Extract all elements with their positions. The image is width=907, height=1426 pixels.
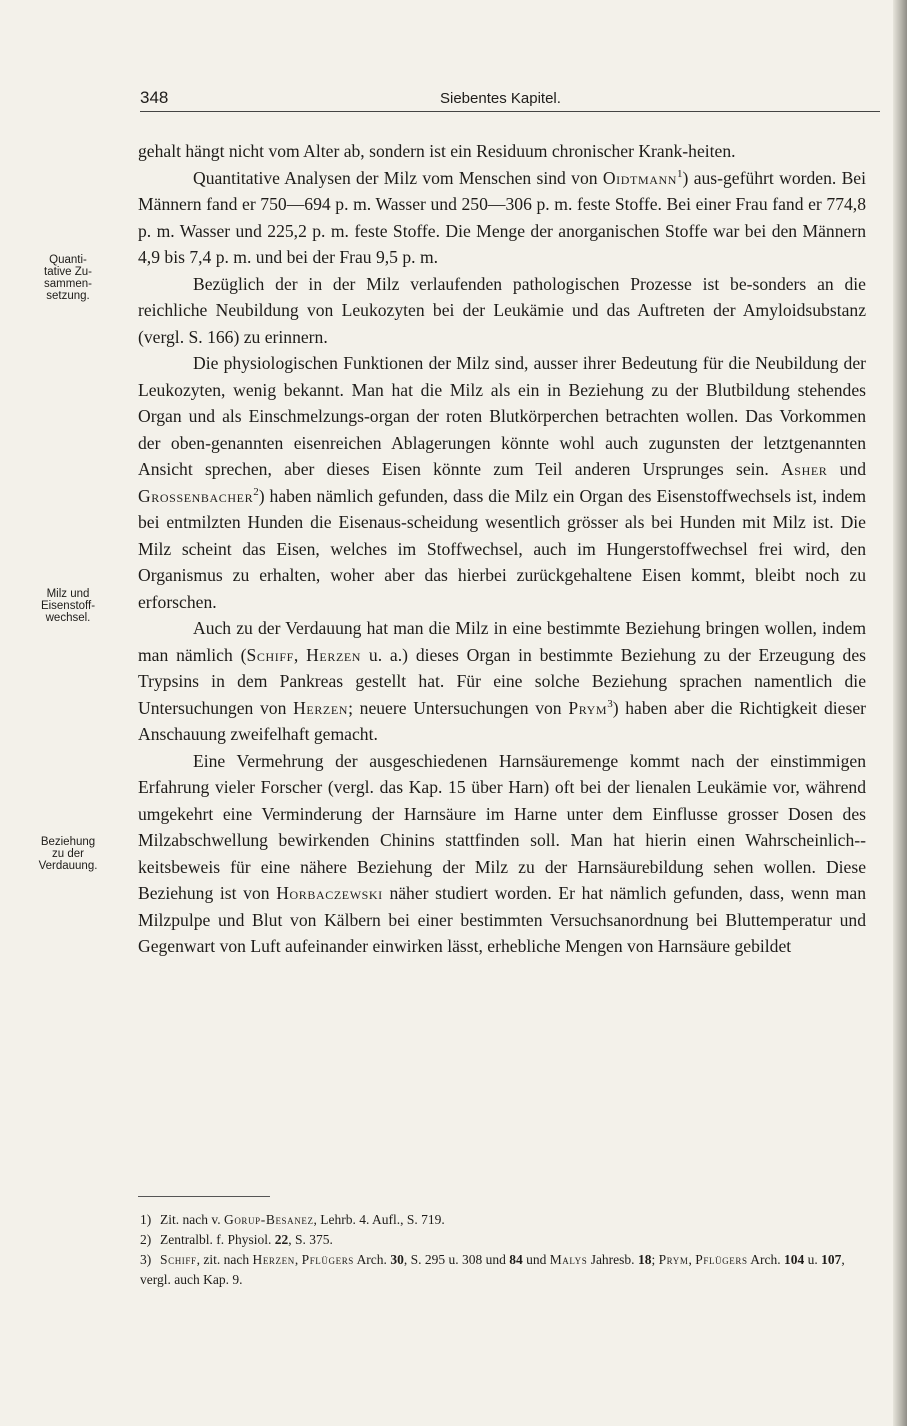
volume-number: 104 — [783, 1252, 805, 1267]
text-run: Die physiologischen Funktionen der Milz sind, ausser ihrer Bedeutung für die Neubildung der Leukozyten, wenig bekannt. Man hat die Milz als ein in Beziehung zu der Blutbildung stehendes Organ und als Einschmelzungs-organ der roten Blutkörperchen betrachten wollen. Das Vorkommen der oben-genannten eisenreichen Ablagerungen könnte wohl auch zugunsten der letztgenannten Ansicht sprechen, aber dieses Eisen könnte zum Teil anderen Ursprunges sein. — [138, 353, 866, 479]
text-run: , zit. nach — [196, 1252, 250, 1267]
volume-number: 30 — [390, 1252, 404, 1267]
text-run: , S. 375. — [288, 1232, 333, 1247]
author-name: Horbaczewski — [276, 883, 383, 903]
paragraph-4 — [138, 350, 866, 615]
author-name: Pflügers — [301, 1252, 354, 1267]
text-run: Jahresb. — [590, 1252, 635, 1267]
page-edge — [893, 0, 907, 1426]
footnote-ref[interactable]: 1 — [677, 167, 683, 180]
volume-number: 107 — [821, 1252, 842, 1267]
text-run: Arch. — [356, 1252, 387, 1267]
margin-note-line: Beziehung — [40, 836, 96, 848]
margin-note-line: wechsel. — [45, 612, 91, 624]
text-run: Zentralbl. f. Physiol. — [160, 1232, 272, 1247]
text-run: , S. 295 u. 308 und — [403, 1252, 506, 1267]
author-name: Pflügers — [695, 1252, 748, 1267]
footnote-2 — [138, 1230, 866, 1250]
paragraph-3: Bezüglich der in der Milz verlaufenden pathologischen Prozesse ist be-sonders an die reichliche Neubildung von Leukozyten bei der Leukämie und das Auftreten der Amyloidsubstanz (vergl. S. 166) zu erinnern. — [138, 273, 866, 347]
footnote-number: 2) — [140, 1232, 152, 1247]
paragraph-2 — [138, 165, 866, 271]
author-name: Gorup-Besanez — [223, 1212, 314, 1227]
text-run: , Lehrb. 4. Aufl., S. 719. — [313, 1212, 445, 1227]
text-run: näher studiert worden. Er hat nämlich gefunden, dass, wenn man Milzpulpe und Blut von Kälbern bei einer bestimmten Versuchsanordnung bei Bluttemperatur und Gegenwart von Luft aufeinander einwirken lässt, erhebliche Mengen von Harnsäure gebildet — [138, 883, 866, 956]
margin-note-quantitative — [2, 254, 134, 302]
margin-note-eisenstoffwechsel — [2, 588, 134, 624]
author-name: Herzen — [306, 644, 362, 665]
margin-note-verdauung — [2, 836, 134, 872]
text-run: und — [839, 459, 866, 479]
page-number: 348 — [140, 88, 169, 107]
text-run: Quantitative Analysen der Milz vom Menschen sind von — [193, 167, 598, 188]
author-name: Prym — [658, 1252, 689, 1267]
text-run: ) haben nämlich gefunden, dass die Milz ein Organ des Eisenstoffwechsels ist, indem bei entmilzten Hunden die Eisenaus-scheidung wesentlich grösser als bei Hunden mit Milz ist. Die Milz scheint das Eisen, welches im Stoffwechsel, auch im Hungerstoffwechsel frei wird, den Organismus zu erhalten, woher aber das hierbei zurückgehaltene Eisen kommt, bleibt noch zu erforschen. — [138, 485, 866, 612]
paragraph-5 — [138, 615, 866, 748]
author-name: Malys — [549, 1252, 588, 1267]
text-run: , — [294, 1252, 299, 1267]
header-rule — [140, 111, 880, 112]
text-run: ; — [651, 1252, 656, 1267]
margin-note-line: setzung. — [46, 290, 90, 302]
text-run: , vergl. auch Kap. 9. — [140, 1252, 845, 1287]
paragraph-6 — [138, 748, 866, 960]
author-name: Schiff — [160, 1252, 197, 1267]
text-run: ; neuere Untersuchungen von — [348, 697, 562, 718]
text-run: , — [293, 644, 299, 665]
text-run: Zit. nach v. — [160, 1212, 221, 1227]
text-run: , — [688, 1252, 692, 1267]
author-name: Oidtmann — [602, 167, 678, 188]
footnote-3 — [138, 1250, 866, 1290]
author-name: Herzen — [252, 1252, 295, 1267]
margin-note-line: tative Zu- — [44, 266, 92, 278]
text-run: Auch zu der Verdauung hat man die Milz in eine bestimmte Beziehung bringen wollen, indem man nämlich ( — [138, 618, 866, 665]
text-run: Eine Vermehrung der ausgeschiedenen Harnsäuremenge kommt nach der einstimmigen Erfahrung vieler Forscher (vergl. das Kap. 15 über Harn) oft bei der lienalen Leukämie vor, während umgekehrt eine Verminderung der Harnsäure im Harne unter dem Einflusse grosser Dosen des Milzabschwellung bewirkenden Chinins stattfinden soll. Man hat hierin einen Wahrscheinlich-keitsbeweis für eine nähere Beziehung der Milz zu der Harnsäurebildung sehen wollen. Diese Beziehung ist von — [138, 750, 866, 903]
margin-note-line: Quanti- — [49, 254, 87, 266]
footnote-rule — [138, 1196, 270, 1197]
footnotes — [138, 1210, 866, 1290]
footnote-ref[interactable]: 2 — [253, 485, 259, 498]
text-run: u. a.) dieses Organ in bestimmte Beziehung zu der Erzeugung des Trypsins in dem Pankreas gestellt hat. Für eine solche Beziehung sprachen namentlich die Untersuchungen von — [138, 644, 866, 718]
volume-number: 18 — [637, 1252, 652, 1267]
margin-note-line: Eisenstoff- — [40, 600, 96, 612]
author-name: Prym — [568, 697, 608, 718]
margin-note-line: Milz und — [46, 588, 90, 600]
footnote-1 — [138, 1210, 866, 1230]
volume-number: 84 — [509, 1252, 523, 1267]
text-run: ) aus-geführt worden. Bei Männern fand er 750—694 p. m. Wasser und 250—306 p. m. feste Stoffe. Bei einer Frau fand er 774,8 p. m. Wasser und 225,2 p. m. feste Stoffe. Die Menge der anorganischen Stoffe war bei den Männern 4,9 bis 7,4 p. m. und bei der Frau 9,5 p. m. — [138, 167, 867, 267]
margin-note-line: zu der — [52, 848, 84, 860]
running-title: Siebentes Kapitel. — [440, 90, 561, 107]
margin-note-line: sammen- — [44, 278, 92, 290]
footnote-ref[interactable]: 3 — [607, 697, 613, 710]
author-name: Asher — [780, 459, 828, 479]
text-run: ) haben aber die Richtigkeit dieser Anschauung zweifelhaft gemacht. — [138, 697, 866, 744]
margin-note-line: Verdauung. — [38, 860, 98, 872]
footnote-number: 3) — [140, 1252, 152, 1267]
volume-number: 22 — [274, 1232, 289, 1247]
body-text — [138, 138, 866, 960]
author-name: Grossenbacher — [138, 485, 254, 506]
author-name: Herzen — [293, 697, 349, 718]
text-run: u. — [807, 1252, 818, 1267]
paragraph-1: gehalt hängt nicht vom Alter ab, sondern ist ein Residuum chronischer Krank-heiten. — [138, 141, 736, 161]
text-run: Arch. — [750, 1252, 781, 1267]
page-header — [140, 82, 880, 112]
footnote-number: 1) — [140, 1212, 152, 1227]
author-name: Schiff — [246, 644, 294, 665]
text-run: und — [526, 1252, 547, 1267]
